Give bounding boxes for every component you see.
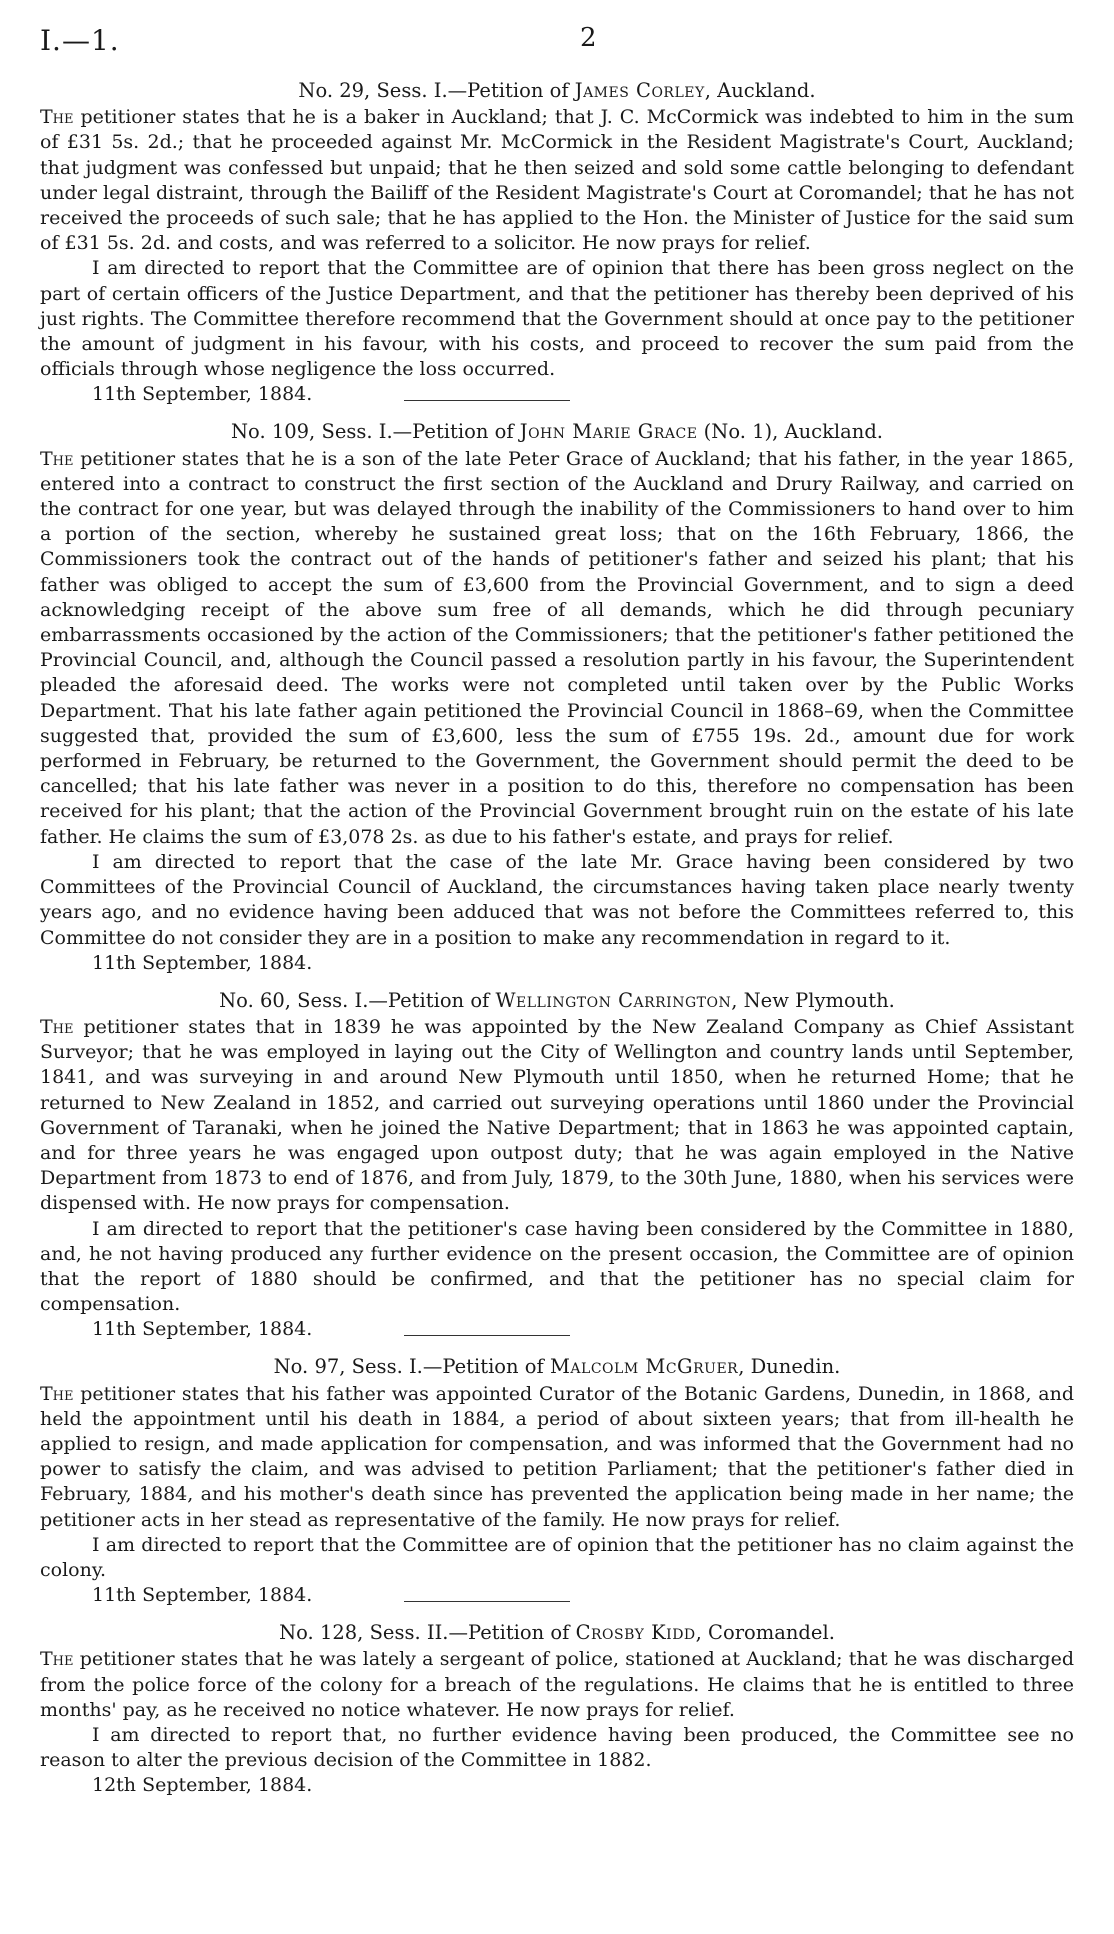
petition-title: No. 29, Sess. I.—Petition of James Corley, Auckland. xyxy=(298,79,816,102)
section-divider xyxy=(404,400,570,401)
report-date: 11th September, 1884. xyxy=(92,383,313,406)
petition-entry xyxy=(40,1620,1074,1798)
petition-title: No. 109, Sess. I.—Petition of John Marie Grace (No. 1), Auckland. xyxy=(230,420,884,444)
report-date: 11th September, 1884. xyxy=(92,1318,313,1341)
petition-title: No. 97, Sess. I.—Petition of Malcolm McGruer, Dunedin. xyxy=(273,1355,841,1379)
petition-statement: The petitioner states that his father was appointed Curator of the Botanic Gardens, Dunedin, in 1868, and held the appointment until his death in 1884, a period of about sixteen years; that from ill-health he applied to resign, and made application for compensation, and was informed that the Government had no power to satisfy the claim, and was advised to petition Parliament; that the petitioner's father died in February, 1884, and his mother's death since has prevented the application being made in her name; the petitioner acts in her stead as representative of the family. He now prays for relief. xyxy=(40,1382,1074,1531)
petition-statement: The petitioner states that in 1839 he was appointed by the New Zealand Company as Chief Assistant Surveyor; that he was employed in laying out the City of Wellington and country lands until September, 1841, and was surveying in and around New Plymouth until 1850, when he returned Home; that he returned to New Zealand in 1852, and carried out surveying operations until 1860 under the Provincial Government of Taranaki, when he joined the Native Department; that in 1863 he was appointed captain, and for three years he was engaged upon outpost duty; that he was again employed in the Native Department from 1873 to end of 1876, and from July, 1879, to the 30th June, 1880, when his services were dispensed with. He now prays for compensation. xyxy=(40,1015,1074,1215)
report-date: 12th September, 1884. xyxy=(92,1774,313,1797)
committee-report: I am directed to report that the Committee are of opinion that the petitioner has no claim against the colony. xyxy=(40,1533,1074,1581)
page-header xyxy=(40,22,1074,78)
section-divider xyxy=(404,1335,570,1336)
petition-statement: The petitioner states that he is a son of the late Peter Grace of Auckland; that his father, in the year 1865, entered into a contract to construct the first section of the Auckland and Drury Railway, and carried on the contract for one year, but was delayed through the inability of the Commissioners to hand over to him a portion of the section, whereby he sustained great loss; that on the 16th February, 1866, the Commissioners took the contract out of the hands of petitioner's father and seized his plant; that his father was obliged to accept the sum of £3,600 from the Provincial Government, and to sign a deed acknowledging receipt of the above sum free of all demands, which he did through pecuniary embarrassments occasioned by the action of the Commissioners; that the petitioner's father petitioned the Provincial Council, and, although the Council passed a resolution partly in his favour, the Superintendent pleaded the aforesaid deed. The works were not completed until taken over by the Public Works Department. That his late father again petitioned the Provincial Council in 1868–69, when the Committee suggested that, provided the sum of £3,600, less the sum of £755 19s. 2d., amount due for work performed in February, be returned to the Government, the Government should permit the deed to be cancelled; that his late father was never in a position to do this, therefore no compensation has been received for his plant; that the action of the Provincial Government brought ruin on the estate of his late father. He claims the sum of £3,078 2s. as due to his father's estate, and prays for relief. xyxy=(40,447,1074,848)
committee-report: I am directed to report that the Committee are of opinion that there has been gross neglect on the part of certain officers of the Justice Department, and that the petitioner has thereby been deprived of his just rights. The Committee therefore recommend that the Government should at once pay to the petitioner the amount of judgment in his favour, with his costs, and proceed to recover the sum paid from the officials through whose negligence the loss occurred. xyxy=(40,257,1074,381)
petition-statement: The petitioner states that he was lately a sergeant of police, stationed at Auckland; that he was discharged from the police force of the colony for a breach of the regulations. He claims that he is entitled to three months' pay, as he received no notice whatever. He now prays for relief. xyxy=(40,1648,1074,1721)
page-number: 2 xyxy=(580,23,597,53)
petitioner-name: Malcolm McGruer xyxy=(549,1355,739,1379)
petition-entry xyxy=(40,419,1074,975)
committee-report: I am directed to report that the case of the late Mr. Grace having been considered by two Committees of the Provincial Council of Auckland, the circumstances having taken place nearly twenty years ago, and no evidence having been adduced that was not before the Committees referred to, this Committee do not consider they are in a position to make any recommendation in regard to it. xyxy=(40,850,1074,949)
report-date: 11th September, 1884. xyxy=(92,1584,313,1607)
petition-entry xyxy=(40,78,1074,407)
committee-report: I am directed to report that the petitioner's case having been considered by the Committee in 1880, and, he not having produced any further evidence on the present occasion, the Committee are of opinion that the report of 1880 should be confirmed, and that the petitioner has no special claim for compensation. xyxy=(40,1217,1074,1316)
petitioner-name: James Corley xyxy=(574,79,705,102)
section-divider xyxy=(404,1601,570,1602)
petition-entry xyxy=(40,988,1074,1343)
committee-report: I am directed to report that, no further evidence having been produced, the Committee see no reason to alter the previous decision of the Committee in 1882. xyxy=(40,1723,1074,1772)
report-date: 11th September, 1884. xyxy=(92,951,313,974)
petitioner-name: Wellington Carrington xyxy=(495,988,732,1012)
document-code: I.—1. xyxy=(40,24,120,57)
petition-entry xyxy=(40,1354,1074,1608)
petitioner-name: John Marie Grace xyxy=(519,420,698,444)
petition-statement: The petitioner states that he is a baker in Auckland; that J. C. McCormick was indebted to him in the sum of £31 5s. 2d.; that he proceeded against Mr. McCormick in the Resident Magistrate's Court, Auckland; that judgment was confessed but unpaid; that he then seized and sold some cattle belonging to defendant under legal distraint, through the Bailiff of the Resident Magistrate's Court at Coromandel; that he has not received the proceeds of such sale; that he has applied to the Hon. the Minister of Justice for the said sum of £31 5s. 2d. and costs, and was referred to a solicitor. He now prays for relief. xyxy=(40,106,1074,255)
petition-title: No. 128, Sess. II.—Petition of Crosby Kidd, Coromandel. xyxy=(279,1621,835,1645)
petitioner-name: Crosby Kidd xyxy=(575,1621,696,1645)
petition-title: No. 60, Sess. I.—Petition of Wellington Carrington, New Plymouth. xyxy=(219,988,895,1012)
